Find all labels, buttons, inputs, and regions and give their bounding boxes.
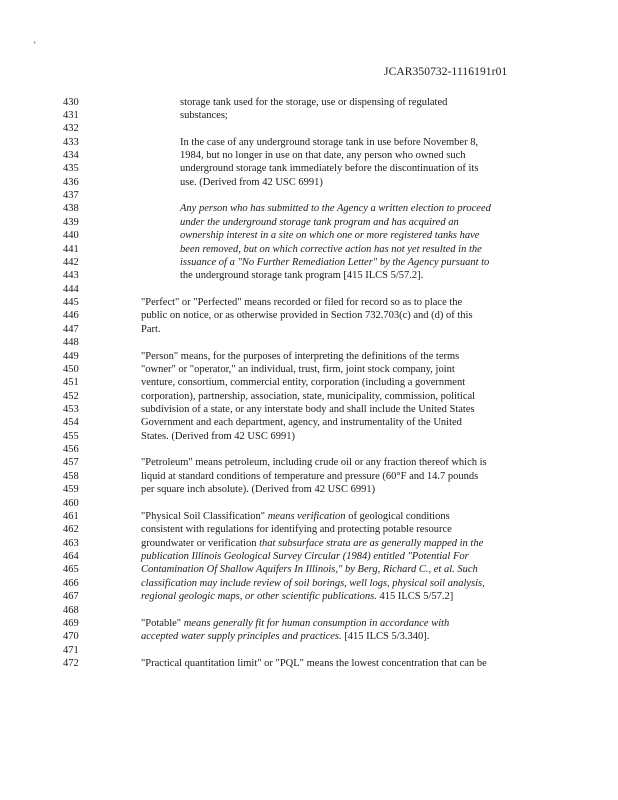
document-line [0,122,618,135]
line-text [180,149,466,162]
line-text [141,563,478,576]
line-text [180,269,423,282]
line-number: 464 [63,551,79,563]
document-line [0,363,618,376]
document-line [0,149,618,162]
line-number: 435 [63,163,79,175]
document-line [0,376,618,389]
line-number: 437 [63,190,79,202]
document-line [0,350,618,363]
text-segment: 1984, but no longer in use on that date, any person who owned such [180,149,466,161]
line-number: 469 [63,617,79,629]
line-text [180,96,447,109]
line-number: 467 [63,591,79,603]
statutory-text-segment: Contamination Of Shallow Aquifers In Illinois," by Berg, Richard C., et al. Such [141,564,478,576]
document-line [0,283,618,296]
line-number: 452 [63,390,79,402]
line-text [141,657,487,670]
document-line [0,470,618,483]
line-text [180,216,459,229]
document-line [0,483,618,496]
statutory-text-segment: Any person who has submitted to the Agency a written election to proceed [180,203,491,215]
text-segment: the underground storage tank program [415 ILCS 5/57.2]. [180,270,424,282]
line-number: 460 [63,497,79,509]
document-line [0,657,618,670]
statutory-text-segment: under the underground storage tank program and has acquired an [180,216,459,228]
text-segment: "Perfect" or "Perfected" means recorded or filed for record so as to place the [141,297,463,309]
line-text [141,456,487,469]
line-number: 442 [63,256,79,268]
line-number: 438 [63,203,79,215]
document-line [0,644,618,657]
line-text [141,323,161,336]
statutory-text-segment: regional geologic maps, or other scientific publications. [141,591,377,603]
document-line [0,430,618,443]
line-number: 432 [63,123,79,135]
line-text [141,376,465,389]
line-number: 457 [63,457,79,469]
document-line [0,189,618,202]
line-number: 456 [63,444,79,456]
line-number: 447 [63,323,79,335]
document-line [0,216,618,229]
line-text [141,483,375,496]
line-text [180,109,228,122]
line-text [141,430,295,443]
document-line [0,202,618,215]
line-text [141,403,475,416]
page-mark: ' [34,40,36,50]
document-id-header: JCAR350732-1116191r01 [384,66,508,78]
line-text [141,510,450,523]
line-text [141,309,473,322]
document-line [0,443,618,456]
line-number: 451 [63,377,79,389]
line-text [141,470,478,483]
document-line [0,243,618,256]
statutory-text-segment: means verification [267,510,346,522]
text-segment: venture, consortium, commercial entity, corporation (including a government [141,377,466,389]
text-segment: Part. [141,323,161,335]
line-number: 458 [63,470,79,482]
line-text [141,537,483,550]
line-text [180,243,482,256]
text-segment: consistent with regulations for identifying and protecting potable resource [141,524,452,536]
line-text [180,176,323,189]
line-number: 433 [63,136,79,148]
text-segment: States. (Derived from 42 USC 6991) [141,430,295,442]
line-text [141,296,462,309]
statutory-text-segment: accepted water supply principles and practices. [141,631,342,643]
line-text [180,229,479,242]
text-segment: In the case of any underground storage tank in use before November 8, [180,136,479,148]
line-number: 461 [63,510,79,522]
document-line [0,336,618,349]
document-line [0,176,618,189]
text-segment: groundwater or verification [141,537,260,549]
document-line [0,617,618,630]
document-line [0,269,618,282]
document-line [0,550,618,563]
text-segment: 415 ILCS 5/57.2] [376,591,454,603]
statutory-text-segment: publication Illinois Geological Survey Circular (1984) entitled "Potential For [141,551,469,563]
document-line [0,309,618,322]
line-number: 444 [63,283,79,295]
statutory-text-segment: ownership interest in a site on which one or more registered tanks have [180,230,480,242]
line-text [141,617,449,630]
line-number: 436 [63,176,79,188]
text-segment: "Physical Soil Classification" [141,510,268,522]
text-segment: "owner" or "operator," an individual, trust, firm, joint stock company, joint [141,363,455,375]
text-segment: [415 ILCS 5/3.340]. [341,631,430,643]
statutory-text-segment: been removed, but on which corrective action has not yet resulted in the [180,243,482,255]
text-segment: Government and each department, agency, and instrumentality of the United [141,417,462,429]
line-number: 465 [63,564,79,576]
line-text [141,577,485,590]
line-number: 459 [63,484,79,496]
text-segment: public on notice, or as otherwise provided in Section 732.703(c) and (d) of this [141,310,473,322]
statutory-text-segment: classification may include review of soil borings, well logs, physical soil analysis, [141,577,485,589]
line-number: 463 [63,537,79,549]
line-number: 468 [63,604,79,616]
line-number: 454 [63,417,79,429]
document-line [0,96,618,109]
line-text [141,590,453,603]
text-segment: "Potable" [141,617,184,629]
document-line [0,497,618,510]
line-number: 455 [63,430,79,442]
line-number: 472 [63,658,79,670]
document-line [0,577,618,590]
line-number: 448 [63,337,79,349]
line-text [141,523,452,536]
document-line [0,390,618,403]
line-text [180,256,489,269]
text-segment: "Petroleum" means petroleum, including crude oil or any fraction thereof which is [141,457,487,469]
line-number: 446 [63,310,79,322]
line-number: 434 [63,149,79,161]
document-line [0,323,618,336]
text-segment: "Person" means, for the purposes of interpreting the definitions of the terms [141,350,460,362]
line-text [141,363,455,376]
document-line [0,256,618,269]
line-number: 450 [63,363,79,375]
line-text [180,162,478,175]
document-line [0,162,618,175]
line-text [180,136,478,149]
document-line [0,630,618,643]
line-number: 470 [63,631,79,643]
text-segment: corporation), partnership, association, state, municipality, commission, political [141,390,476,402]
statutory-text-segment: issuance of a "No Further Remediation Letter" by the Agency pursuant to [180,256,490,268]
text-segment: subdivision of a state, or any interstate body and shall include the United States [141,404,475,415]
line-number: 443 [63,270,79,282]
line-number: 431 [63,109,79,121]
line-number: 430 [63,96,79,108]
line-number: 471 [63,644,79,656]
document-line [0,136,618,149]
statutory-text-segment: means generally fit for human consumption in accordance with [183,617,450,629]
line-text [141,630,429,643]
document-line [0,510,618,523]
line-number: 440 [63,230,79,242]
line-number: 462 [63,524,79,536]
text-segment: use. (Derived from 42 USC 6991) [180,176,323,188]
document-line [0,296,618,309]
line-number: 453 [63,404,79,415]
document-line [0,563,618,576]
line-number: 441 [63,243,79,255]
document-line [0,604,618,617]
text-segment: per square inch absolute). (Derived from 42 USC 6991) [141,484,376,496]
line-text [141,416,462,429]
text-segment: storage tank used for the storage, use or dispensing of regulated [180,96,448,108]
line-number: 445 [63,297,79,309]
text-segment: liquid at standard conditions of temperature and pressure (60°F and 14.7 pounds [141,470,479,482]
text-segment: "Practical quantitation limit" or "PQL" means the lowest concentration that can be [141,658,487,670]
document-line [0,456,618,469]
document-line [0,590,618,603]
line-number: 466 [63,577,79,589]
line-text [180,202,491,215]
line-text [141,390,475,403]
line-number: 449 [63,350,79,362]
text-segment: substances; [180,109,228,121]
document-line [0,537,618,550]
document-line [0,109,618,122]
statutory-text-segment: that subsurface strata are as generally mapped in the [259,537,484,549]
text-segment: underground storage tank immediately before the discontinuation of its [180,163,479,175]
line-number: 439 [63,216,79,228]
text-segment: of geological conditions [345,510,450,522]
line-text [141,550,469,563]
document-line [0,403,618,416]
document-line [0,523,618,536]
document-line [0,416,618,429]
line-text [141,350,459,363]
document-line [0,229,618,242]
